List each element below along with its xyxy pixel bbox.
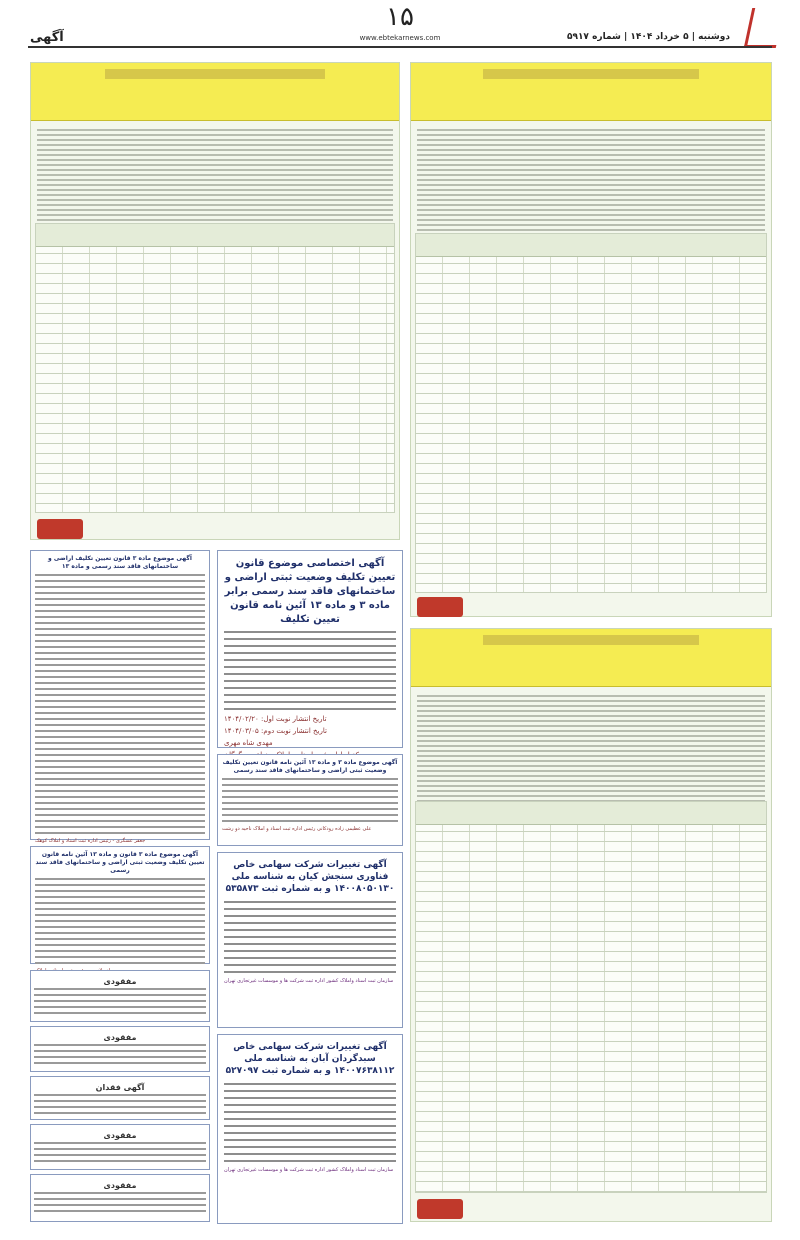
lost-notice-label: مفقودی [103, 1131, 137, 1140]
lost-notice-label: مفقودی [103, 977, 137, 986]
company-ad-1-body [224, 901, 396, 973]
ad-stamp [37, 519, 83, 539]
land-ad-4 [30, 846, 210, 964]
lost-notice-5 [30, 1174, 210, 1222]
table-ad-top-left [30, 62, 400, 540]
land-ad-4-title: آگهی موضوع ماده ۳ قانون و ماده ۱۳ آئین نامه قانون تعیین تکلیف وضعیت ثبتی اراضی و ساختمانهای فاقد سند رسمی [35, 851, 205, 874]
land-ad-2-body [35, 574, 205, 834]
table-ad-top-right [410, 62, 772, 617]
company-ad-1-registry: سازمان ثبت اسناد واملاک کشور اداره ثبت شرکت ها و موسسات غیرتجاری تهران [224, 978, 394, 984]
website-url[interactable]: www.ebtekarnews.com [359, 34, 441, 42]
lost-notice-body [34, 1044, 206, 1064]
ad-banner [31, 63, 399, 121]
ad-stamp [417, 1199, 463, 1219]
section-label: آگهی [30, 30, 64, 45]
lost-notice-4 [30, 1124, 210, 1170]
table-ad-bottom-right [410, 628, 772, 1222]
company-ad-2-title: آگهی تغییرات شرکت سهامی خاص سبدگردان آبان به شناسه ملی ۱۴۰۰۷۶۳۸۱۱۲ و به شماره ثبت ۵۲۷۰۹۷ [225, 1042, 395, 1076]
land-ad-2-title: آگهی موضوع ماده ۳ قانون تعیین تکلیف اراضی و ساختمانهای فاقد سند رسمی و ماده ۱۳ [48, 555, 192, 570]
lost-notice-body [34, 1192, 206, 1212]
company-ad-2-body [224, 1083, 396, 1162]
land-ad-3-signer: علی عظیمی زاده رودکانی رئیس اداره ثبت اسناد و املاک ناحیه دو رشت [222, 826, 372, 832]
newspaper-logo [744, 8, 785, 48]
land-ad-1 [217, 550, 403, 748]
land-ad-2-signer: جعفر عسگری - رئیس اداره ثبت اسناد و املاک کوهک [35, 838, 146, 844]
lost-notice-label: مفقودی [103, 1181, 137, 1190]
land-ad-1-date-first: تاریخ انتشار نوبت اول: ۱۴۰۴/۰۲/۲۰ [224, 715, 327, 723]
company-ad-2 [217, 1034, 403, 1224]
ad-table [35, 223, 395, 513]
lost-notice-body [34, 1142, 206, 1162]
land-ad-1-body [224, 631, 396, 710]
ad-table [415, 801, 767, 1193]
company-ad-1-title: آگهی تغییرات شرکت سهامی خاص فناوری سنجش کیان به شناسه ملی ۱۴۰۰۸۰۵۰۱۳۰ و به شماره ثبت ۵۳۵۸۷۳ [225, 860, 395, 894]
lost-notice-2 [30, 1026, 210, 1072]
company-ad-1 [217, 852, 403, 1028]
ad-banner [411, 629, 771, 687]
issue-date: دوشنبه | ۵ خرداد ۱۴۰۴ | شماره ۵۹۱۷ [566, 32, 730, 42]
ad-banner [411, 63, 771, 121]
lost-notice-body [34, 1094, 206, 1114]
land-ad-4-body [35, 878, 205, 964]
land-ad-3-title: آگهی موضوع ماده ۳ و ماده ۱۳ آئین نامه قانون تعیین تکلیف وضعیت ثبتی اراضی و ساختمانهای فاقد سند رسمی [222, 759, 398, 774]
ad-table [415, 233, 767, 593]
lost-notice-label: آگهی فقدان [95, 1083, 145, 1092]
land-ad-1-title: آگهی اختصاصی موضوع قانون تعیین تکلیف وضعیت ثبتی اراضی و ساختمانهای فاقد سند رسمی برابر ماده ۳ و ماده ۱۳ آئین نامه قانون تعیین تکلیف [224, 558, 396, 625]
lost-notice-label: مفقودی [103, 1033, 137, 1042]
land-ad-2 [30, 550, 210, 844]
land-ad-1-signer: مهدی شاه مهری [224, 739, 273, 747]
ad-stamp [417, 597, 463, 617]
lost-notice-1 [30, 970, 210, 1022]
land-ad-3-body [222, 778, 398, 822]
lost-notice-body [34, 988, 206, 1014]
ad-intro-text [37, 129, 393, 234]
lost-notice-3 [30, 1076, 210, 1120]
land-ad-3 [217, 754, 403, 846]
company-ad-2-registry: سازمان ثبت اسناد واملاک کشور اداره ثبت شرکت ها و موسسات غیرتجاری تهران [224, 1167, 394, 1173]
page-number: ۱۵ [386, 2, 414, 32]
land-ad-1-date-second: تاریخ انتشار نوبت دوم: ۱۴۰۴/۰۳/۰۵ [224, 727, 327, 735]
header-rule [28, 46, 772, 48]
